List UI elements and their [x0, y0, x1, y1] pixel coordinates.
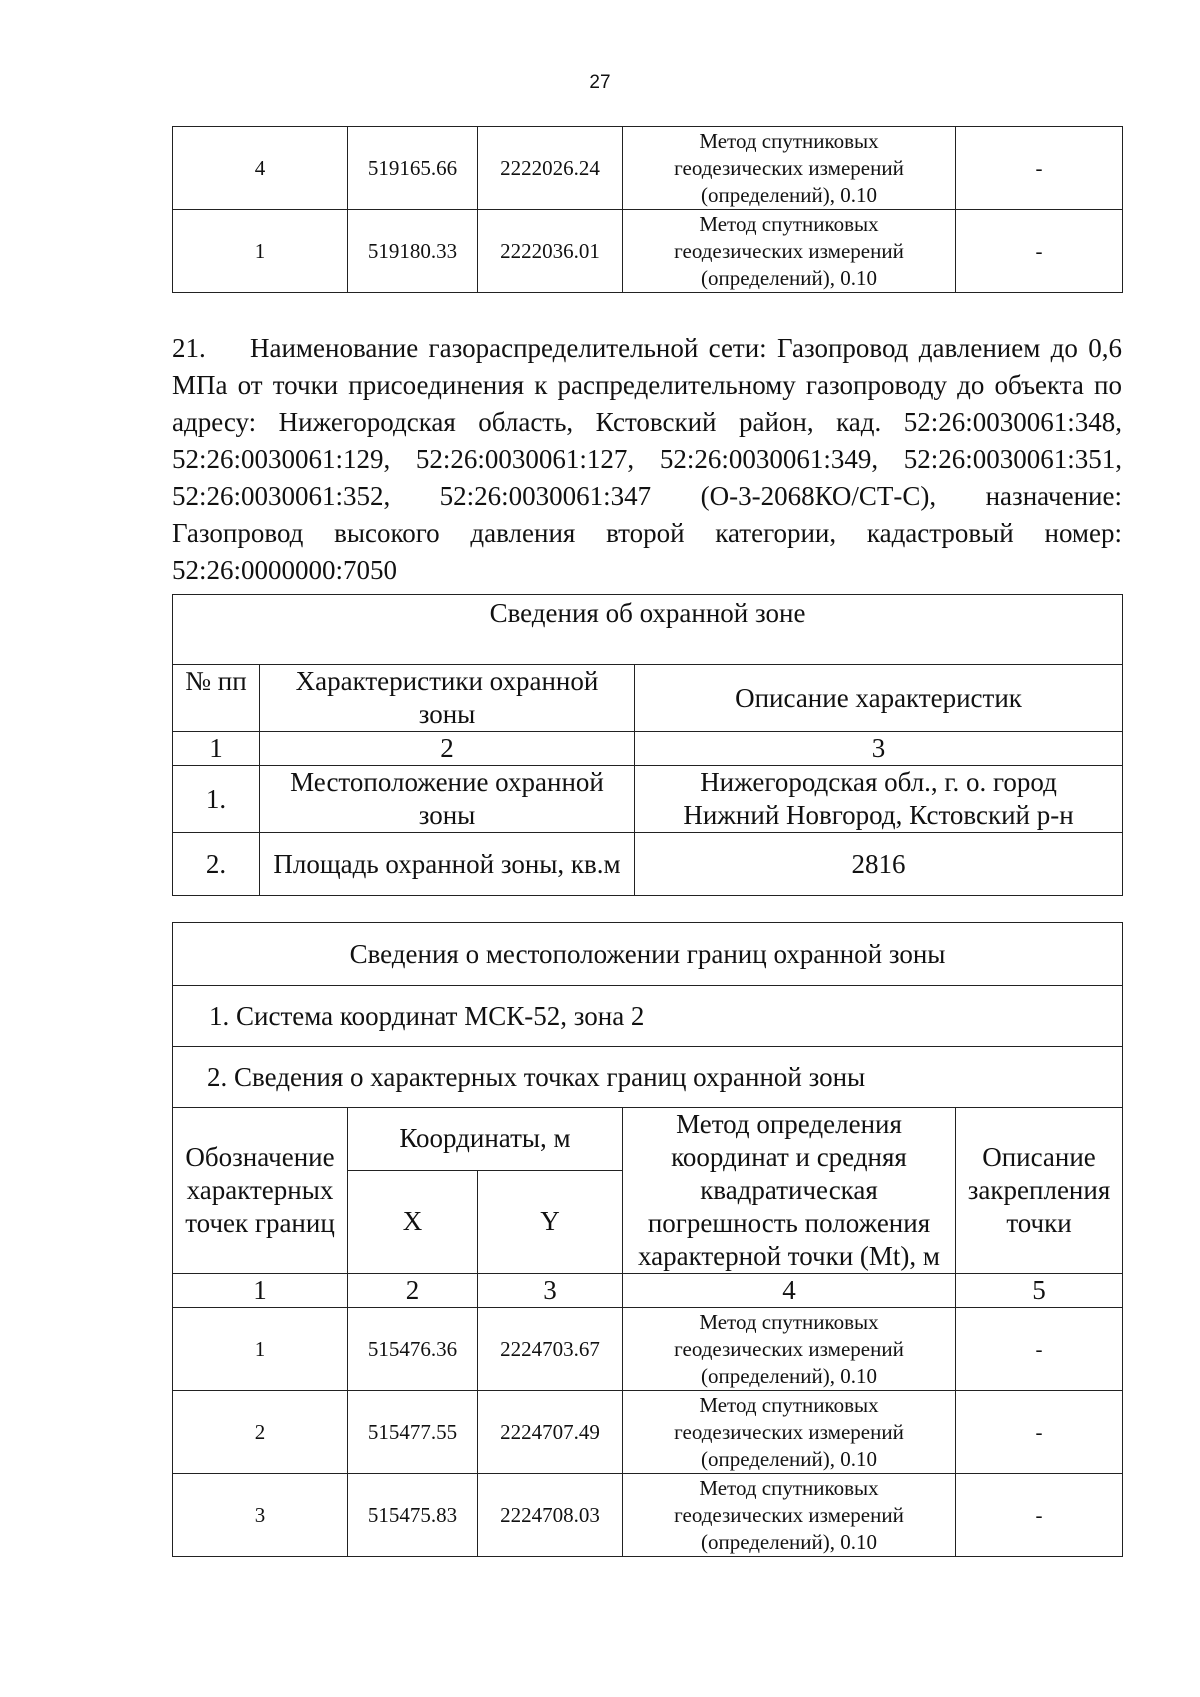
method-line: геодезических измерений	[674, 155, 904, 180]
method-line: Метод спутниковых	[699, 1475, 879, 1500]
x-cell: 515475.83	[348, 1474, 478, 1557]
coord-table-title: Сведения о местоположении границ охранной зоны	[173, 923, 1123, 986]
x-cell: 519165.66	[348, 127, 478, 210]
points-title: 2. Сведения о характерных точках границ охранной зоны	[173, 1047, 1123, 1108]
value-line: Нижний Новгород, Кстовский р-н	[683, 800, 1074, 830]
point-cell: 4	[173, 127, 348, 210]
method-line: (определений), 0.10	[700, 1529, 878, 1554]
index-cell: 3	[635, 732, 1123, 766]
method-cell	[623, 127, 956, 210]
row-name: Местоположение охранной зоны	[260, 766, 635, 833]
row-value: 2816	[635, 833, 1123, 896]
row-name: Площадь охранной зоны, кв.м	[260, 833, 635, 896]
boundary-coordinates-table	[172, 922, 1123, 1557]
method-cell	[623, 1474, 956, 1557]
header-coordinates: Координаты, м	[348, 1108, 623, 1171]
desc-cell: -	[956, 127, 1123, 210]
index-cell: 2	[260, 732, 635, 766]
index-cell: 2	[348, 1274, 478, 1308]
top-coordinates-table	[172, 126, 1123, 293]
y-cell: 2222036.01	[478, 210, 623, 293]
header-num: № пп	[173, 665, 260, 732]
header-desc: Описание закрепления точки	[956, 1108, 1123, 1274]
method-cell	[623, 210, 956, 293]
coordinate-system: 1. Система координат МСК-52, зона 2	[173, 986, 1123, 1047]
method-line: (определений), 0.10	[700, 1446, 878, 1471]
method-line: геодезических измерений	[674, 238, 904, 263]
method-line: (определений), 0.10	[700, 265, 878, 290]
point-cell: 1	[173, 210, 348, 293]
y-cell: 2222026.24	[478, 127, 623, 210]
desc-cell: -	[956, 1391, 1123, 1474]
x-cell: 515476.36	[348, 1308, 478, 1391]
table-row	[173, 1474, 1123, 1557]
header-characteristic: Характеристики охранной зоны	[260, 665, 635, 732]
index-cell: 5	[956, 1274, 1123, 1308]
row-num: 2.	[173, 833, 260, 896]
table-row	[173, 127, 1123, 210]
point-cell: 1	[173, 1308, 348, 1391]
page-number: 27	[589, 72, 611, 93]
row-value	[635, 766, 1123, 833]
point-cell: 3	[173, 1474, 348, 1557]
section-paragraph	[172, 330, 1122, 589]
table-row	[173, 833, 1123, 896]
index-cell: 1	[173, 732, 260, 766]
value-line: Нижегородская обл., г. о. город	[700, 767, 1057, 797]
method-line: Метод спутниковых	[699, 1309, 879, 1334]
section-text: Наименование газораспределительной сети: Газопровод давлением до 0,6 МПа от точки присоединения к распределительному газопроводу до объекта по адресу: Нижегородская область, Кстовский район, кад. 52:26:0030061:348, 52:26:0030061:129, 52:26:0030061:127, 52:26:0030061:349, 52:26:0030061:351, 52:26:0030061:352, 52:26:0030061:347 (О-3-2068КО/СТ-С), назначение: Газопровод высокого давления второй категории, кадастровый номер: 52:26:0000000:7050	[172, 333, 1122, 585]
header-method: Метод определения координат и средняя квадратическая погрешность положения характерной точки (Mt), м	[623, 1108, 956, 1274]
index-cell: 3	[478, 1274, 623, 1308]
protection-zone-table	[172, 594, 1123, 896]
row-num: 1.	[173, 766, 260, 833]
method-line: геодезических измерений	[674, 1419, 904, 1444]
y-cell: 2224703.67	[478, 1308, 623, 1391]
header-designation: Обозначение характерных точек границ	[173, 1108, 348, 1274]
desc-cell: -	[956, 1308, 1123, 1391]
table-row	[173, 1308, 1123, 1391]
zone-table-title: Сведения об охранной зоне	[173, 595, 1123, 665]
header-y: Y	[478, 1170, 623, 1274]
x-cell: 519180.33	[348, 210, 478, 293]
header-description: Описание характеристик	[635, 665, 1123, 732]
method-line: геодезических измерений	[674, 1336, 904, 1361]
table-row	[173, 766, 1123, 833]
method-line: (определений), 0.10	[700, 182, 878, 207]
method-cell	[623, 1308, 956, 1391]
header-x: X	[348, 1170, 478, 1274]
method-cell	[623, 1391, 956, 1474]
index-cell: 1	[173, 1274, 348, 1308]
desc-cell: -	[956, 210, 1123, 293]
desc-cell: -	[956, 1474, 1123, 1557]
y-cell: 2224707.49	[478, 1391, 623, 1474]
table-row	[173, 210, 1123, 293]
section-number: 21.	[172, 333, 206, 363]
method-line: геодезических измерений	[674, 1502, 904, 1527]
point-cell: 2	[173, 1391, 348, 1474]
table-row	[173, 1391, 1123, 1474]
method-line: Метод спутниковых	[699, 128, 879, 153]
method-line: (определений), 0.10	[700, 1363, 878, 1388]
method-line: Метод спутниковых	[699, 1392, 879, 1417]
method-line: Метод спутниковых	[699, 211, 879, 236]
index-cell: 4	[623, 1274, 956, 1308]
x-cell: 515477.55	[348, 1391, 478, 1474]
y-cell: 2224708.03	[478, 1474, 623, 1557]
